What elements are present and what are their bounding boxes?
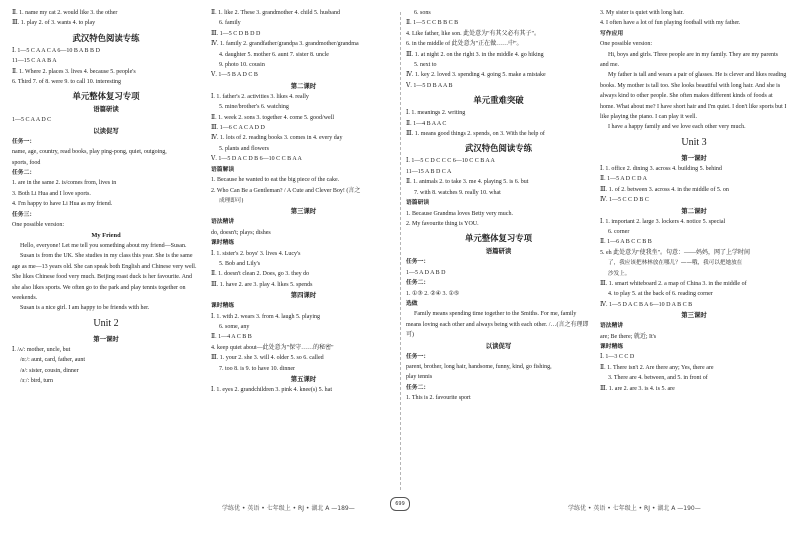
task-label: 语篇解读: [211, 166, 235, 173]
answer-line: Ⅲ. 1. are 2. are 3. is 4. is 5. are: [600, 385, 675, 392]
answer-line: 1. This is 2. favourite sport: [406, 395, 471, 402]
answer-line: Ⅰ. 1. important 2. large 3. lockers 4. notice 5. special: [600, 218, 726, 225]
column-2: [211, 8, 396, 498]
answer-line: 3. My sister is quiet with long hair.: [600, 10, 684, 16]
answer-line: Ⅰ. 1. meanings 2. writing: [406, 110, 466, 117]
answer-line: Ⅳ. 1. key 2. loved 3. spending 4. going 5. make a mistake: [406, 72, 546, 79]
subsection-heading: 语篇研读: [485, 247, 512, 256]
answer-line: 11—15 A B D C A: [406, 168, 452, 175]
task-label: 语法精讲: [211, 219, 235, 226]
task-label: 任务三：: [12, 211, 36, 218]
subsection-heading: 第二课时: [290, 81, 317, 90]
answer-line: 3. Both Li Hua and I love sports.: [12, 190, 91, 197]
subsection-heading: 第三课时: [290, 207, 317, 216]
answer-line: Ⅲ. 1. at night 2. on the right 3. in the middle 4. go hiking: [406, 51, 544, 58]
answer-line: Ⅰ. /ʌ/: mother, uncle, but: [12, 346, 71, 353]
section-heading: 武汉特色阅读专练: [465, 143, 532, 154]
page-number-badge: 699: [390, 497, 410, 511]
essay-title: My Friend: [91, 231, 121, 239]
answer-line: do, doesn't; plays; dishes: [211, 229, 271, 236]
answer-line: One possible version:: [600, 41, 652, 48]
answer-line: Ⅲ. 1. play 2. of 3. wants 4. to play: [12, 20, 96, 27]
unit-heading: Unit 2: [93, 317, 119, 329]
paragraph: I have a happy family and we love each other very much.: [608, 124, 746, 131]
task-label: 语法精讲: [600, 323, 624, 330]
answer-line: Ⅲ. 1—5 C D B D D: [211, 30, 261, 37]
answer-line: 4. to play 5. at the back of 6. reading corner: [608, 291, 713, 298]
answer-line: 7. too 8. is 9. to have 10. dinner: [219, 365, 295, 372]
answer-line: Ⅰ. 1—5 C A A C A 6—10 B A B B D: [12, 47, 100, 54]
answer-line: 1—5 C A A D C: [12, 117, 52, 124]
answer-line: Ⅱ. 1—5 A D C D A: [600, 176, 647, 183]
task-label: 课时精练: [211, 303, 235, 310]
paragraph: Susan is from the UK. She studies in my class this year. She is the same age as me—13 years old. She can speak both English and Chinese very well. She likes Chinese food very much. Beijing roast duck is her favourite. And she also likes sports. We often go to the park and play tennis together on weekends.: [12, 253, 197, 301]
answer-line: Ⅱ. 1. doesn't clean 2. Does, go 3. they do: [211, 271, 310, 278]
answer-line: 11—15 C A A B A: [12, 58, 57, 65]
answer-line: 1. ①③ 2. ②④ 3. ①⑤: [406, 290, 460, 297]
answer-line: 1. Because Grandma loves Betty very much.: [406, 210, 513, 217]
answer-line: parent, brother, long hair, handsome, funny, kind, go fishing,: [406, 363, 552, 370]
paragraph: Family means spending time together to the Smiths. For me, family means loving each other and always being with each other. /…(言之有理即可): [406, 311, 589, 339]
task-label: 任务二：: [406, 280, 430, 287]
answer-line: Ⅰ. 1—3 C C D: [600, 354, 635, 361]
subsection-heading: 第五课时: [290, 375, 317, 383]
answer-line: Ⅲ. 1. of 2. between 3. across 4. in the middle of 5. on: [600, 186, 729, 193]
paragraph: My father is tall and wears a pair of glasses. He is clever and likes reading books. My mother is tall too. She looks beautiful with long hair. And she is always kind to other people. She often makes different kinds of foods at home. What about me? I have short hair and I'm quiet. I don't like sports but I like playing the piano. I can play it well.: [600, 72, 787, 121]
task-label: 任务一：: [406, 259, 430, 266]
answer-line: Ⅱ. 1. like 2. These 3. grandmother 4. child 5. husband: [211, 10, 340, 16]
paragraph: Susan is a nice girl. I am happy to be friends with her.: [20, 305, 150, 312]
answer-line: Ⅲ. 1. means good things 2. spends, on 3. With the help of: [406, 131, 545, 138]
task-label: 任务二：: [406, 384, 430, 391]
answer-line: Ⅴ. 1—5 D B A A B: [406, 82, 453, 89]
footer-right: 学练优 • 英语 • 七年级上 • RJ • 湖北 A —190—: [568, 505, 701, 512]
answer-line: 1. Because he wanted to eat the big piece of the cake.: [211, 177, 340, 184]
answer-line: 6. Third 7. of 8. were 9. to call 10. interesting: [12, 79, 122, 86]
task-label: 任务一：: [12, 138, 36, 145]
column-1: [12, 8, 200, 498]
answer-line: 5. Bob and Lily's: [219, 260, 261, 267]
task-label: 课时精练: [600, 343, 624, 350]
answer-line: name, age, country, read books, play ping-pong, quiet, outgoing,: [12, 149, 167, 156]
answer-line: Ⅱ. 1. There isn't 2. Are there any; Yes, there are: [600, 364, 714, 371]
task-label: 任务一：: [406, 353, 430, 360]
column-3: [406, 8, 591, 498]
answer-line: 4. Like father, like son. 此处意为"有其父必有其子"。: [406, 30, 540, 37]
answer-line: Ⅳ. 1. family 2. grandfather/grandpa 3. grandmother/grandma: [211, 41, 359, 48]
answer-line: Ⅳ. 1—5 D A C B A 6—10 D A B C B: [600, 301, 693, 308]
answer-line: 4. keep quiet about—此处意为"保守……的秘密": [211, 344, 334, 351]
answer-line: 5. next to: [414, 62, 437, 69]
answer-line: Ⅰ. 1. office 2. dining 3. across 4. building 5. behind: [600, 165, 722, 172]
answer-line: are; Be there; 就近; It's: [600, 333, 657, 340]
answer-line: Ⅱ. 1—4 A C B B: [211, 334, 252, 341]
subsection-heading: 以读促写: [93, 126, 119, 135]
subsection-heading: 第一课时: [681, 153, 707, 162]
answer-line: Ⅳ. 1. lots of 2. reading books 3. comes in 4. every day: [211, 135, 343, 142]
subsection-heading: 第二课时: [681, 206, 707, 215]
section-heading: 单元整体复习专项: [465, 233, 532, 244]
task-label: 任务二：: [12, 170, 36, 177]
answer-line: 7. with 8. watches 9. really 10. what: [414, 189, 501, 196]
answer-line: Ⅲ. 1. smart whiteboard 2. a map of China 3. in the middle of: [600, 280, 747, 287]
answer-line: /ɑː/: aunt, card, father, aunt: [20, 357, 86, 364]
answer-line: 2. Who Can Be a Gentleman? / A Cute and Clever Boy! (言之: [211, 187, 361, 194]
subsection-heading: 语篇研读: [93, 105, 119, 114]
answer-line: Ⅰ. 1. with 2. wears 3. from 4. laugh 5. playing: [211, 313, 321, 320]
answer-line: 沙发上。: [608, 270, 631, 277]
answer-line: 4. I'm happy to have Li Hua as my friend.: [12, 201, 113, 208]
answer-line: Ⅱ. 1. Where 2. places 3. lives 4. because 5. people's: [12, 68, 136, 75]
answer-line: 5. eh 此处意为"使我坐"。句意：——妈妈，网了上学时间: [600, 249, 751, 256]
answer-line: 6. corner: [608, 228, 630, 235]
answer-line: Ⅲ. 1. have 2. are 3. play 4. likes 5. spends: [211, 281, 313, 288]
section-heading: 武汉特色阅读专练: [72, 32, 140, 43]
section-heading: 单元整体复习专项: [72, 91, 140, 102]
answer-line: play tennis: [406, 374, 433, 381]
unit-heading: Unit 3: [681, 136, 707, 148]
task-label: 语篇研读: [406, 200, 430, 207]
answer-line: Ⅲ. 1. your 2. she 3. will 4. older 5. so 6. called: [211, 355, 324, 362]
answer-line: Ⅱ. 1—5 C C B B C B: [406, 20, 459, 27]
subsection-heading: 第四课时: [290, 291, 317, 300]
answer-line: 4. daughter 5. mother 6. aunt 7. sister 8. uncle: [219, 51, 329, 58]
answer-line: Ⅱ. 1. week 2. sons 3. together 4. come 5. good/well: [211, 114, 335, 121]
answer-line: Ⅰ. 1. eyes 2. grandchildren 3. pink 4. knee(s) 5. hat: [211, 387, 333, 393]
answer-line: sports, food: [12, 159, 41, 166]
answer-line: 9. photo 10. cousin: [219, 62, 265, 69]
answer-line: 5. mine/brother's 6. watching: [219, 104, 289, 111]
answer-line: 3. There are 4. between, and 5. in front of: [608, 375, 708, 382]
answer-line: Ⅰ. 1. sister's 2. boys' 3. lives 4. Lucy's: [211, 250, 301, 257]
answer-line: Ⅱ. 1—6 A B C C B B: [600, 239, 652, 246]
answer-line: Ⅳ. 1—5 C C D B C: [600, 197, 649, 204]
answer-line: 5. plants and flowers: [219, 145, 269, 152]
answer-line: 6. in the middle of 此处意为"正在做……中"。: [406, 41, 523, 48]
subsection-heading: 以读促写: [485, 341, 512, 350]
answer-line: 4. I often have a lot of fun playing football with my father.: [600, 20, 741, 27]
subsection-heading: 第一课时: [93, 334, 119, 343]
column-4: [600, 8, 788, 498]
answer-line: One possible version:: [12, 222, 64, 229]
answer-line: Ⅱ. 1. name my cat 2. would like 3. the other: [12, 10, 118, 16]
answer-line: 1—5 A D A B D: [406, 269, 446, 276]
answer-line: /ɜː/: bird, turn: [20, 377, 54, 384]
answer-line: 了，我应该把林林放在哪儿？——哦，我可以把她放在: [608, 260, 743, 267]
answer-line: Ⅰ. 1. father's 2. activities 3. likes 4. really: [211, 93, 309, 100]
answer-line: Ⅲ. 1—6 C A C A D D: [211, 125, 265, 132]
answer-line: 1. are in the same 2. is/comes from, lives in: [12, 180, 117, 187]
task-label: 课时精练: [211, 240, 235, 247]
answer-line: Ⅱ. 1—4 B A A C: [406, 120, 447, 127]
paragraph: Hi, boys and girls. Three people are in my family. They are my parents and me.: [600, 51, 779, 69]
page-divider: [400, 12, 401, 490]
answer-line: Ⅴ. 1—5 B A D C B: [211, 72, 258, 79]
answer-line: 2. My favourite thing is YOU.: [406, 220, 479, 227]
task-label: 选做: [406, 300, 418, 307]
answer-line: Ⅴ. 1—5 D A C D B 6—10 C C B A A: [211, 156, 302, 163]
answer-line: Ⅰ. 1—5 C D C C C 6—10 C C B A A: [406, 158, 495, 165]
answer-line: 6. family: [219, 20, 241, 27]
answer-line: 6. some, any: [219, 323, 250, 330]
task-label: 写作应用: [600, 30, 624, 37]
paragraph: Hello, everyone! Let me tell you something about my friend—Susan.: [20, 242, 187, 249]
subsection-heading: 第三课时: [681, 311, 707, 320]
answer-line: Ⅱ. 1. animals 2. to take 3. me 4. playing 5. is 6. but: [406, 179, 529, 186]
answer-line: 6. sons: [414, 10, 431, 16]
answer-line: /ə/: sister, cousin, dinner: [20, 367, 79, 374]
section-heading: 单元重难突破: [473, 95, 524, 106]
footer-left: 学练优 • 英语 • 七年级上 • RJ • 湖北 A —189—: [222, 505, 355, 512]
answer-line: 成理即可): [219, 197, 244, 204]
